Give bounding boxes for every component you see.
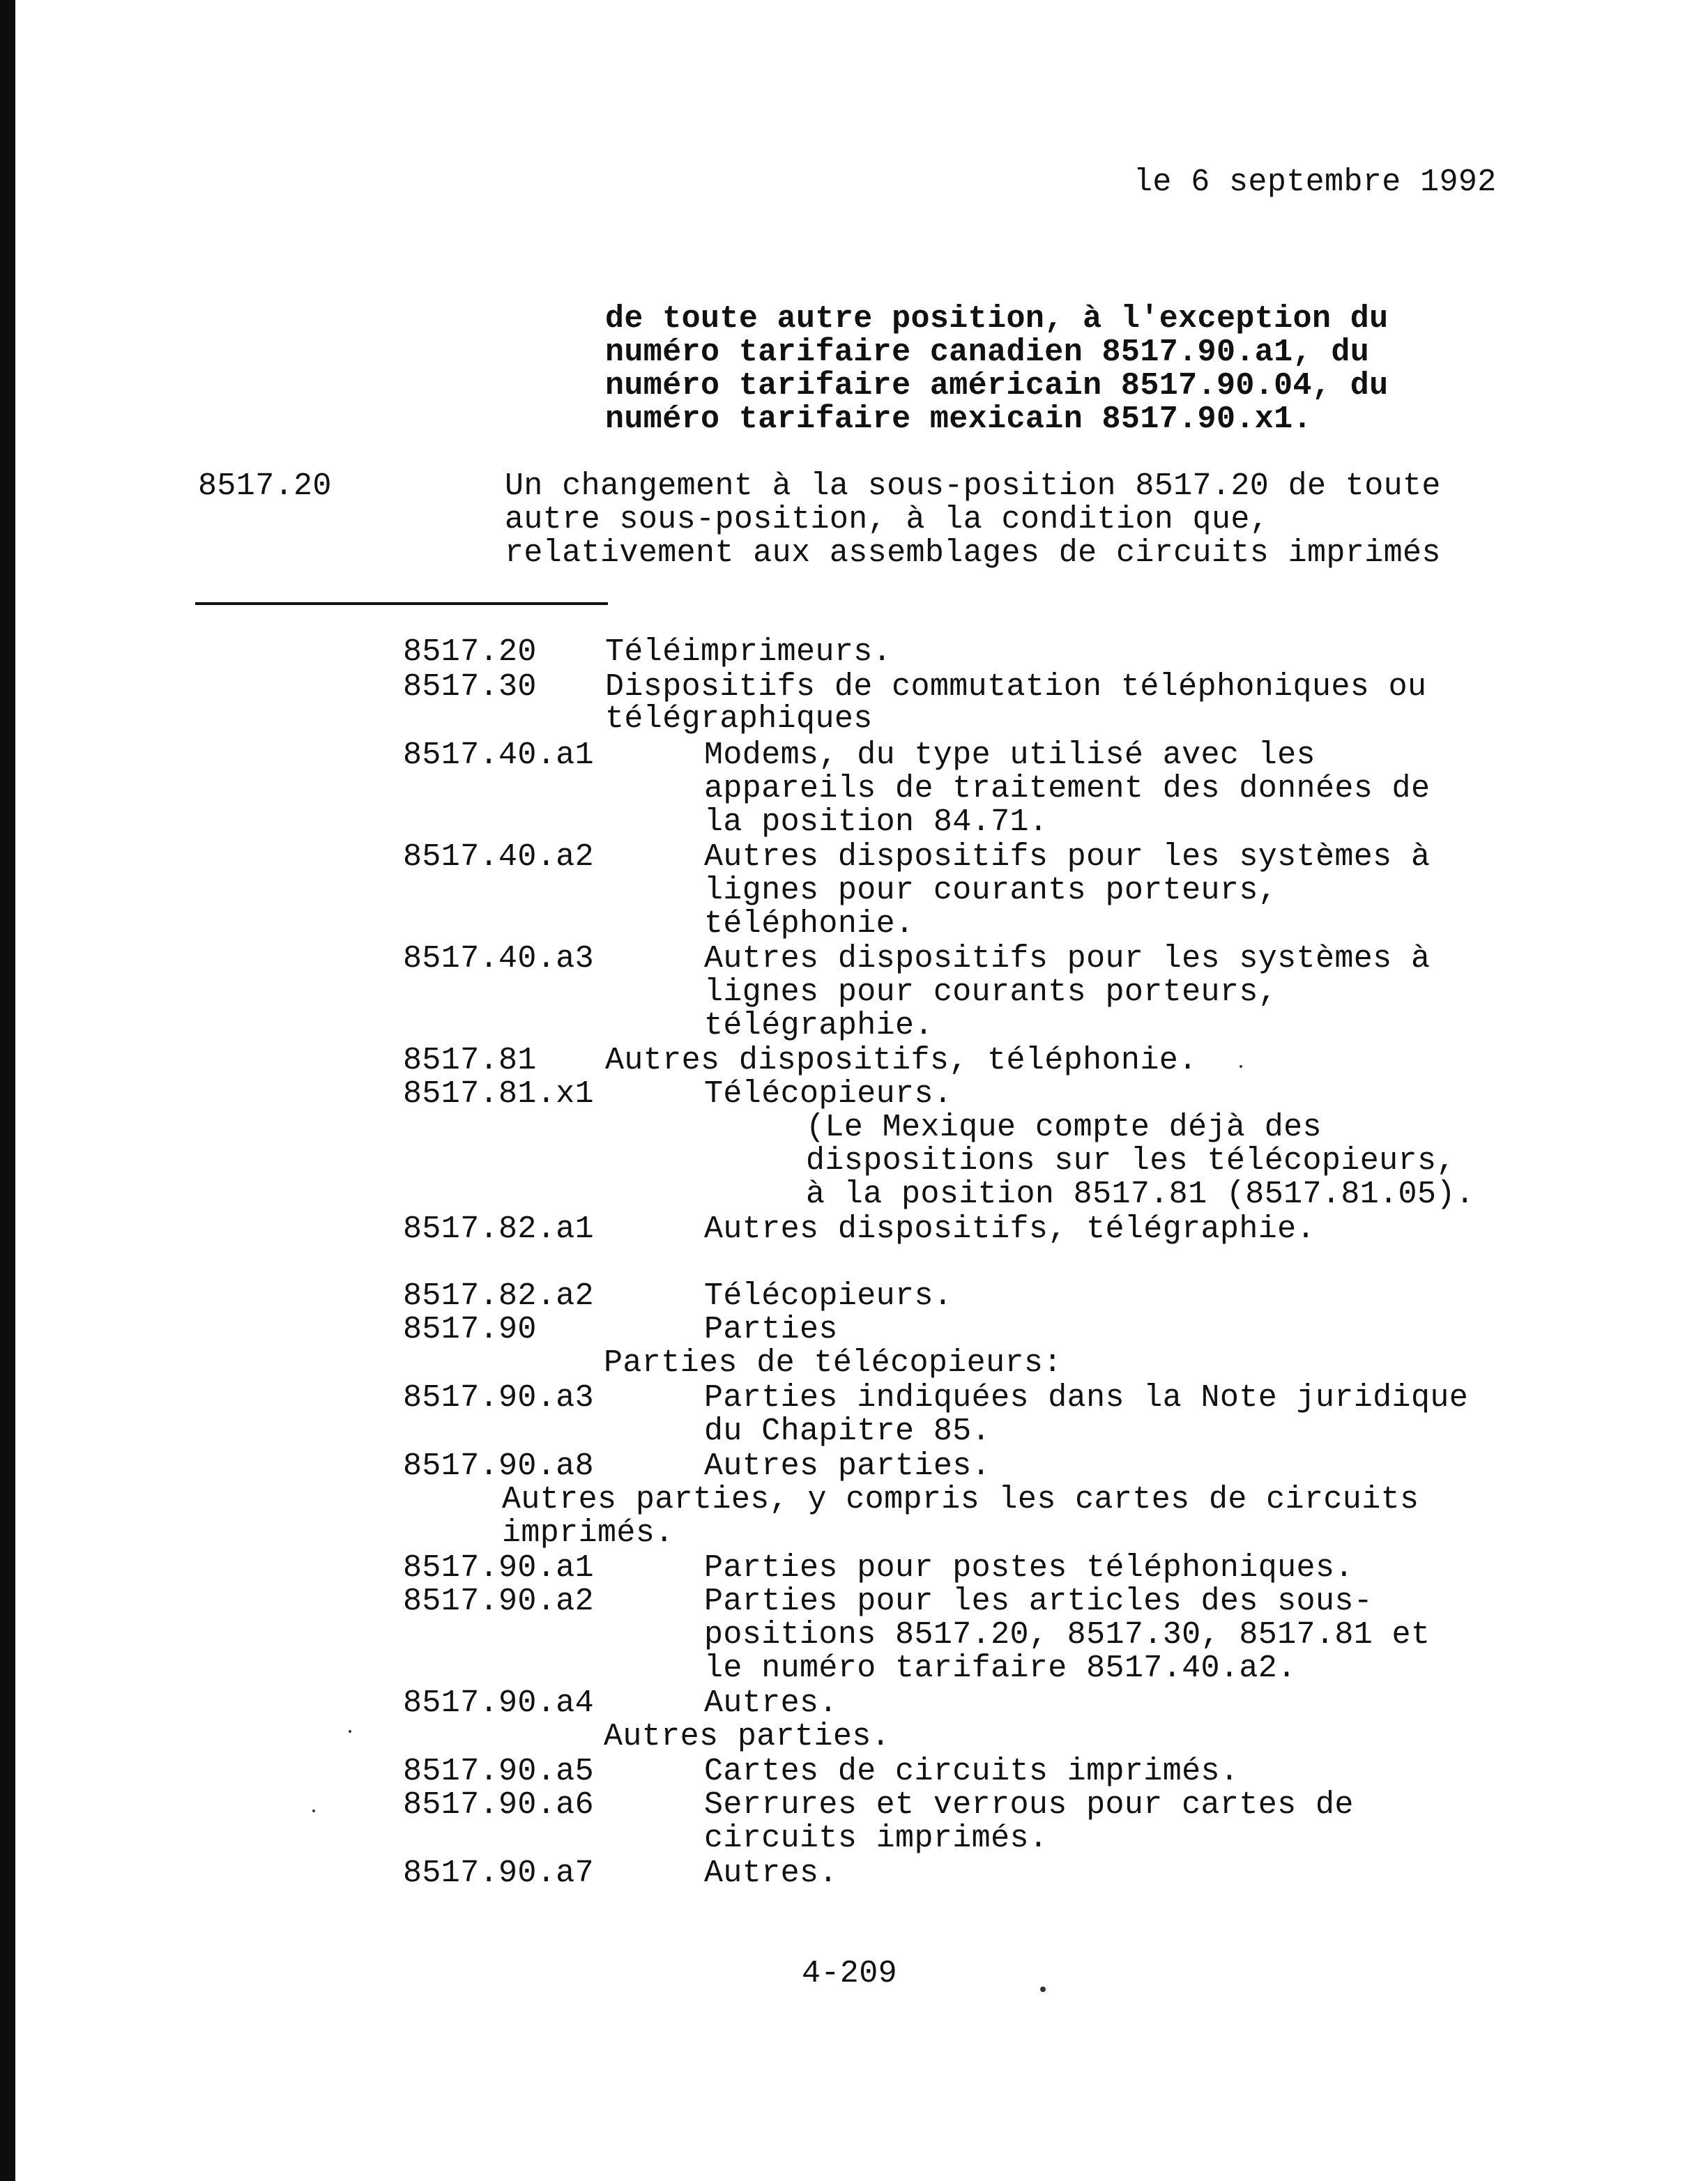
mexico-note: dispositions sur les télécopieurs, xyxy=(806,1143,1456,1179)
tariff-code: 8517.81.x1 xyxy=(403,1076,595,1112)
tariff-description: Cartes de circuits imprimés. xyxy=(704,1754,1240,1789)
tariff-description: du Chapitre 85. xyxy=(704,1414,991,1449)
tariff-code: 8517.90.a5 xyxy=(403,1754,595,1789)
tariff-description: la position 84.71. xyxy=(704,804,1049,840)
tariff-code: 8517.81 xyxy=(403,1043,537,1078)
heading-text-line: Un changement à la sous-position 8517.20 de toute xyxy=(505,468,1441,504)
heading-text-line: relativement aux assemblages de circuits imprimés xyxy=(505,535,1441,571)
heading-code: 8517.20 xyxy=(198,468,332,504)
tariff-code: 8517.90 xyxy=(403,1312,537,1347)
tariff-description: Modems, du type utilisé avec les xyxy=(704,737,1316,773)
tariff-description: Parties xyxy=(704,1312,838,1347)
scan-speck xyxy=(1040,1987,1046,1992)
tariff-description: lignes pour courants porteurs, xyxy=(704,873,1278,908)
page-number: 4-209 xyxy=(802,1956,898,1991)
tariff-code: 8517.90.a8 xyxy=(403,1448,595,1484)
tariff-code: 8517.90.a2 xyxy=(403,1584,595,1619)
subheading: imprimés. xyxy=(502,1515,674,1551)
mexico-note: (Le Mexique compte déjà des xyxy=(806,1110,1322,1145)
tariff-code: 8517.90.a4 xyxy=(403,1685,595,1721)
scan-speck xyxy=(1240,1065,1242,1068)
tariff-description: circuits imprimés. xyxy=(704,1821,1049,1856)
scan-speck xyxy=(312,1809,315,1812)
scan-edge xyxy=(0,0,15,2181)
tariff-description: télégraphiques xyxy=(605,701,873,737)
tariff-code: 8517.40.a2 xyxy=(403,839,595,875)
tariff-description: appareils de traitement des données de xyxy=(704,771,1431,806)
tariff-description: Autres dispositifs pour les systèmes à xyxy=(704,839,1431,875)
tariff-code: 8517.30 xyxy=(403,669,537,705)
tariff-code: 8517.90.a7 xyxy=(403,1855,595,1891)
tariff-description: télégraphie. xyxy=(704,1008,933,1043)
tariff-description: Téléimprimeurs. xyxy=(605,634,892,670)
tariff-code: 8517.40.a1 xyxy=(403,737,595,773)
tariff-code: 8517.40.a3 xyxy=(403,941,595,977)
tariff-description: Autres dispositifs, télégraphie. xyxy=(704,1211,1316,1247)
tariff-description: Télécopieurs. xyxy=(704,1076,953,1112)
subheading: Parties de télécopieurs: xyxy=(604,1345,1062,1381)
tariff-description: lignes pour courants porteurs, xyxy=(704,974,1278,1010)
continued-text-line: numéro tarifaire canadien 8517.90.a1, du xyxy=(605,335,1370,370)
tariff-code: 8517.90.a1 xyxy=(403,1550,595,1586)
tariff-description: téléphonie. xyxy=(704,906,915,942)
continued-text-line: numéro tarifaire mexicain 8517.90.x1. xyxy=(605,401,1312,437)
tariff-description: Télécopieurs. xyxy=(704,1278,953,1314)
tariff-code: 8517.82.a1 xyxy=(403,1211,595,1247)
continued-text-line: de toute autre position, à l'exception du xyxy=(605,301,1389,337)
tariff-description: Dispositifs de commutation téléphoniques ou xyxy=(605,669,1427,705)
mexico-note: à la position 8517.81 (8517.81.05). xyxy=(806,1177,1475,1212)
subheading: Autres parties. xyxy=(604,1719,891,1754)
tariff-code: 8517.90.a6 xyxy=(403,1787,595,1823)
tariff-description: le numéro tarifaire 8517.40.a2. xyxy=(704,1651,1297,1686)
tariff-description: positions 8517.20, 8517.30, 8517.81 et xyxy=(704,1617,1431,1653)
tariff-description: Autres. xyxy=(704,1685,838,1721)
footnote-separator xyxy=(195,602,608,605)
scan-speck xyxy=(349,1730,351,1733)
heading-text-line: autre sous-position, à la condition que, xyxy=(505,502,1269,537)
document-date: le 6 septembre 1992 xyxy=(1134,164,1497,200)
tariff-code: 8517.20 xyxy=(403,634,537,670)
continued-text-line: numéro tarifaire américain 8517.90.04, du xyxy=(605,368,1389,404)
tariff-description: Parties indiquées dans la Note juridique xyxy=(704,1380,1469,1416)
tariff-description: Parties pour postes téléphoniques. xyxy=(704,1550,1354,1586)
tariff-code: 8517.90.a3 xyxy=(403,1380,595,1416)
tariff-description: Serrures et verrous pour cartes de xyxy=(704,1787,1354,1823)
tariff-description: Autres dispositifs pour les systèmes à xyxy=(704,941,1431,977)
tariff-description: Autres parties. xyxy=(704,1448,991,1484)
tariff-description: Autres. xyxy=(704,1855,838,1891)
tariff-description: Autres dispositifs, téléphonie. xyxy=(605,1043,1198,1078)
tariff-code: 8517.82.a2 xyxy=(403,1278,595,1314)
subheading: Autres parties, y compris les cartes de circuits xyxy=(502,1482,1419,1517)
tariff-description: Parties pour les articles des sous- xyxy=(704,1584,1373,1619)
